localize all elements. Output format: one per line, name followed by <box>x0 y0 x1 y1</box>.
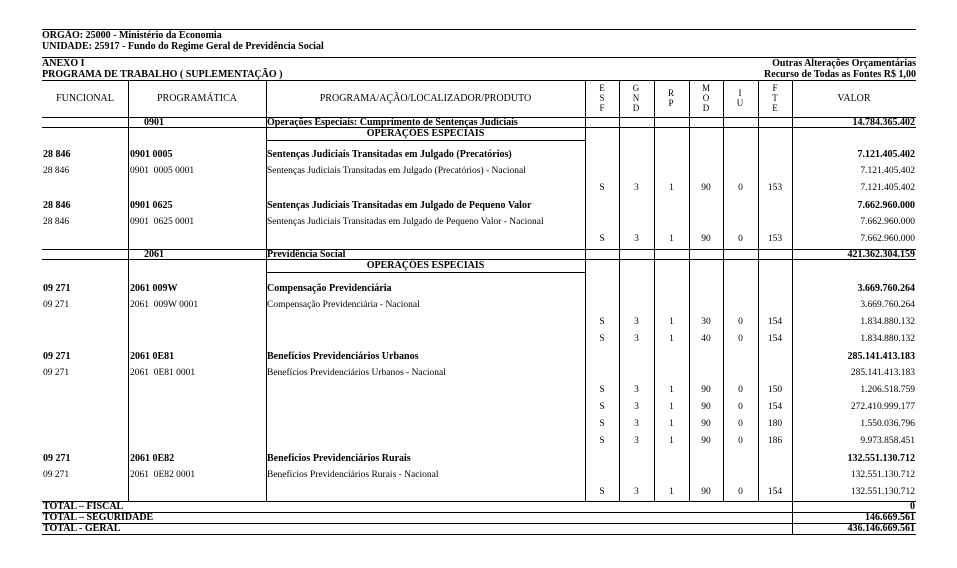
program-title: Previdência Social <box>267 249 346 260</box>
detail-gnd: 3 <box>634 317 639 327</box>
detail-fte: 153 <box>767 234 783 244</box>
funcional-code: 09 271 <box>43 470 70 480</box>
detail-iu: 0 <box>738 487 743 497</box>
programatica-code: 0901 0625 0001 <box>130 217 195 227</box>
total-rule <box>42 534 916 535</box>
programatica-code: 2061 009W 0001 <box>130 300 199 310</box>
program-rule <box>42 249 916 250</box>
total-label: TOTAL – SEGURIDADE <box>43 512 154 523</box>
localizador-value: 285.141.413.183 <box>850 368 915 378</box>
total-column-rule <box>792 501 793 535</box>
detail-iu: 0 <box>738 317 743 327</box>
detail-value: 1.834.880.132 <box>860 334 915 344</box>
total-label: TOTAL - GERAL <box>43 523 121 534</box>
localizador-value: 7.121.405.402 <box>860 166 915 176</box>
detail-iu: 0 <box>738 183 743 193</box>
col-fte: F T E <box>772 83 778 113</box>
detail-rp: 1 <box>669 234 674 244</box>
action-value: 285.141.413.183 <box>847 351 915 362</box>
localizador-title: Benefícios Previdenciários Urbanos - Nacional <box>267 368 446 378</box>
program-value: 14.784.365.402 <box>852 117 915 128</box>
localizador-title: Compensação Previdenciária - Nacional <box>267 300 420 310</box>
detail-mod: 30 <box>701 317 711 327</box>
detail-iu: 0 <box>738 436 743 446</box>
detail-rp: 1 <box>669 385 674 395</box>
detail-mod: 90 <box>701 487 711 497</box>
detail-gnd: 3 <box>634 334 639 344</box>
detail-gnd: 3 <box>634 487 639 497</box>
detail-rp: 1 <box>669 402 674 412</box>
detail-esf: S <box>599 234 605 244</box>
total-value: 146.669.561 <box>865 512 915 523</box>
program-value: 421.362.304.159 <box>847 249 915 260</box>
detail-iu: 0 <box>738 334 743 344</box>
action-value: 7.662.960.000 <box>857 200 915 211</box>
funcional-code: 28 846 <box>43 149 71 160</box>
programatica-code: 0901 0005 <box>130 149 173 160</box>
action-value: 132.551.130.712 <box>847 453 915 464</box>
localizador-title: Sentenças Judiciais Transitadas em Julgado (Precatórios) - Nacional <box>267 166 526 176</box>
detail-esf: S <box>599 436 605 446</box>
action-title: Sentenças Judiciais Transitadas em Julgado (Precatórios) <box>267 149 512 160</box>
detail-iu: 0 <box>738 385 743 395</box>
programatica-code: 2061 0E82 0001 <box>130 470 196 480</box>
detail-mod: 90 <box>701 183 711 193</box>
col-esf: E S F <box>599 83 605 113</box>
funcional-code: 09 271 <box>43 283 71 294</box>
total-rule <box>42 512 916 513</box>
detail-gnd: 3 <box>634 234 639 244</box>
detail-value: 1.834.880.132 <box>860 317 915 327</box>
detail-iu: 0 <box>738 234 743 244</box>
localizador-value: 132.551.130.712 <box>850 470 915 480</box>
detail-esf: S <box>599 334 605 344</box>
detail-rp: 1 <box>669 334 674 344</box>
col-programatica: PROGRAMÁTICA <box>156 93 237 104</box>
section-rule <box>266 140 585 141</box>
detail-rp: 1 <box>669 419 674 429</box>
detail-mod: 90 <box>701 436 711 446</box>
col-gnd: G N D <box>632 83 640 113</box>
detail-value: 1.550.036.796 <box>860 419 915 429</box>
programatica-code: 2061 0E82 <box>130 453 175 464</box>
column-rule <box>792 80 793 501</box>
funcional-code: 09 271 <box>43 368 70 378</box>
detail-esf: S <box>599 487 605 497</box>
total-rule <box>42 523 916 524</box>
detail-esf: S <box>599 419 605 429</box>
detail-gnd: 3 <box>634 402 639 412</box>
col-mod: M O D <box>701 83 710 113</box>
detail-fte: 154 <box>767 334 783 344</box>
funcional-code: 28 846 <box>43 217 70 227</box>
detail-esf: S <box>599 385 605 395</box>
unidade-label: UNIDADE: 25917 - Fundo do Regime Geral de Previdência Social <box>42 41 324 52</box>
detail-value: 9.973.858.451 <box>860 436 915 446</box>
detail-esf: S <box>599 317 605 327</box>
detail-value: 1.206.518.759 <box>860 385 915 395</box>
detail-value: 7.662.960.000 <box>860 234 915 244</box>
programatica-code: 2061 0E81 0001 <box>130 368 196 378</box>
action-value: 3.669.760.264 <box>857 283 915 294</box>
detail-value: 272.410.999.177 <box>850 402 915 412</box>
action-title: Benefícios Previdenciários Urbanos <box>267 351 419 362</box>
col-programa: PROGRAMA/AÇÃO/LOCALIZADOR/PRODUTO <box>319 93 532 104</box>
outras-alteracoes-label: Outras Alterações Orçamentárias <box>772 58 916 69</box>
anexo-label: ANEXO I <box>42 58 85 69</box>
col-iu: I U <box>736 88 744 108</box>
detail-gnd: 3 <box>634 385 639 395</box>
detail-value: 132.551.130.712 <box>850 487 915 497</box>
action-title: Compensação Previdenciária <box>267 283 392 294</box>
detail-value: 7.121.405.402 <box>860 183 915 193</box>
recurso-label: Recurso de Todas as Fontes R$ 1,00 <box>764 69 916 80</box>
total-value: 436.146.669.561 <box>847 523 915 534</box>
funcional-code: 09 271 <box>43 453 71 464</box>
action-title: Sentenças Judiciais Transitadas em Julgado de Pequeno Valor <box>267 200 532 211</box>
detail-gnd: 3 <box>634 436 639 446</box>
detail-esf: S <box>599 402 605 412</box>
total-label: TOTAL – FISCAL <box>43 501 124 512</box>
funcional-code: 28 846 <box>43 200 71 211</box>
detail-fte: 153 <box>767 183 783 193</box>
detail-fte: 180 <box>767 419 783 429</box>
localizador-value: 3.669.760.264 <box>860 300 915 310</box>
colhead-top-rule <box>42 80 916 81</box>
funcional-code: 09 271 <box>43 300 70 310</box>
totals-top-rule <box>42 501 916 502</box>
action-title: Benefícios Previdenciários Rurais <box>267 453 411 464</box>
detail-mod: 40 <box>701 334 711 344</box>
programatica-code: 0901 0625 <box>130 200 173 211</box>
detail-fte: 154 <box>767 317 783 327</box>
total-value: 0 <box>910 501 915 512</box>
detail-iu: 0 <box>738 419 743 429</box>
funcional-code: 09 271 <box>43 351 71 362</box>
program-code: 2061 <box>144 249 164 260</box>
programatica-code: 2061 0E81 <box>130 351 175 362</box>
detail-fte: 150 <box>767 385 783 395</box>
section-title: OPERAÇÕES ESPECIAIS <box>366 128 485 139</box>
col-rp: R P <box>667 88 674 108</box>
programatica-code: 0901 0005 0001 <box>130 166 195 176</box>
detail-mod: 90 <box>701 385 711 395</box>
programatica-code: 2061 009W <box>130 283 178 294</box>
detail-fte: 154 <box>767 487 783 497</box>
col-valor: VALOR <box>837 93 871 104</box>
detail-rp: 1 <box>669 317 674 327</box>
programa-trabalho-label: PROGRAMA DE TRABALHO ( SUPLEMENTAÇÃO ) <box>42 69 283 80</box>
detail-iu: 0 <box>738 402 743 412</box>
detail-esf: S <box>599 183 605 193</box>
localizador-title: Sentenças Judiciais Transitadas em Julgado de Pequeno Valor - Nacional <box>267 217 544 227</box>
detail-gnd: 3 <box>634 183 639 193</box>
orgao-label: ORGÃO: 25000 - Ministério da Economia <box>42 30 222 41</box>
detail-mod: 90 <box>701 234 711 244</box>
localizador-value: 7.662.960.000 <box>860 217 915 227</box>
section-rule <box>266 272 585 273</box>
detail-mod: 90 <box>701 419 711 429</box>
program-code: 0901 <box>144 117 164 128</box>
detail-rp: 1 <box>669 436 674 446</box>
detail-rp: 1 <box>669 183 674 193</box>
column-rule <box>128 80 129 501</box>
funcional-code: 28 846 <box>43 166 70 176</box>
localizador-title: Benefícios Previdenciários Rurais - Nacional <box>267 470 439 480</box>
detail-fte: 154 <box>767 402 783 412</box>
section-title: OPERAÇÕES ESPECIAIS <box>366 260 485 271</box>
detail-fte: 186 <box>767 436 783 446</box>
action-value: 7.121.405.402 <box>857 149 915 160</box>
detail-mod: 90 <box>701 402 711 412</box>
detail-rp: 1 <box>669 487 674 497</box>
detail-gnd: 3 <box>634 419 639 429</box>
col-funcional: FUNCIONAL <box>56 93 114 104</box>
program-title: Operações Especiais: Cumprimento de Sentenças Judiciais <box>267 117 518 128</box>
